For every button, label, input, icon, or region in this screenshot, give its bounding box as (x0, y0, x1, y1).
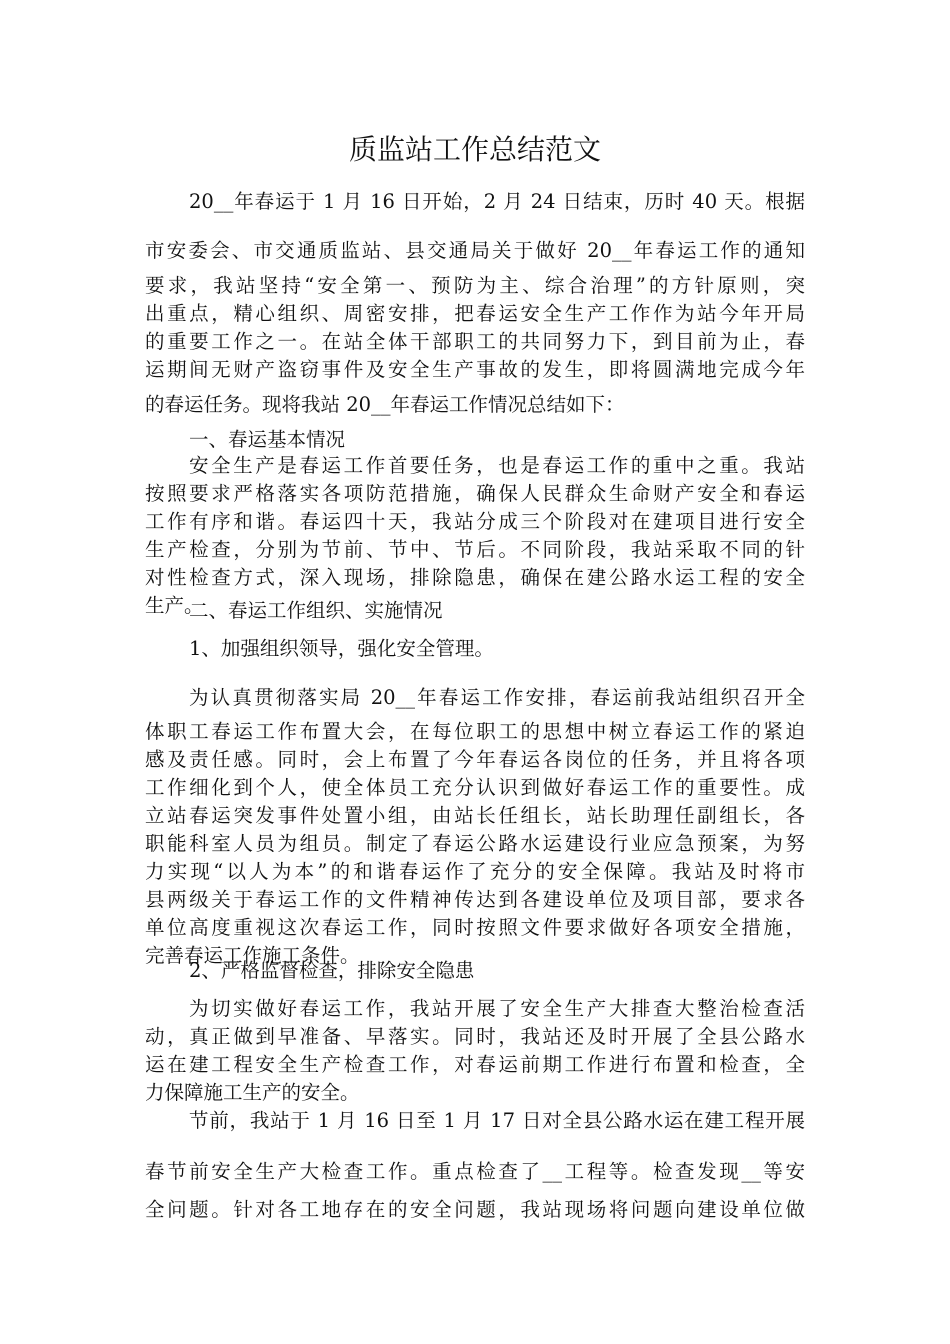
text-line: 20__年春运于 1 月 16 日开始，2 月 24 日结束，历时 40 天。根据 (189, 190, 805, 213)
text-line: 生产检查，分别为节前、节中、节后。不同阶段，我站采取不同的针 (145, 538, 805, 561)
text-line: 完善春运工作施工条件。 (145, 944, 360, 967)
text-line: 运期间无财产盗窃事件及安全生产事故的发生，即将圆满地完成今年 (145, 358, 805, 381)
paragraph-pre-festival-cont-b (145, 1195, 805, 1225)
subsection-heading-1 (145, 634, 805, 664)
text-line: 节前，我站于 1 月 16 日至 1 月 17 日对全县公路水运在建工程开展 (189, 1109, 805, 1132)
text-line: 安全生产是春运工作首要任务，也是春运工作的重中之重。我站 (189, 454, 805, 477)
text-line: 的重要工作之一。在站全体干部职工的共同努力下，到目前为止，春 (145, 330, 805, 353)
heading-text: 二、春运工作组织、实施情况 (189, 599, 443, 622)
paragraph-pre-festival (145, 1106, 805, 1136)
text-line: 生产。 (145, 594, 204, 617)
text-line: 力保障施工生产的安全。 (145, 1081, 360, 1104)
paragraph-basic-situation (145, 452, 805, 620)
subsection-heading-2 (145, 956, 805, 986)
text-line: 立站春运突发事件处置小组，由站长任组长，站长助理任副组长，各 (145, 804, 805, 827)
text-line: 对性检查方式，深入现场，排除隐患，确保在建公路水运工程的安全 (145, 566, 805, 589)
paragraph-intro-cont-c (145, 390, 805, 420)
paragraph-intro-cont-b (145, 272, 805, 384)
section-heading-2 (145, 596, 805, 626)
section-heading-1 (145, 426, 805, 454)
document-title: 质监站工作总结范文 (348, 133, 601, 166)
text-line: 单位高度重视这次春运工作，同时按照文件要求做好各项安全措施， (145, 916, 805, 939)
heading-text: 1、加强组织领导，强化安全管理。 (189, 637, 494, 660)
text-line: 出重点，精心组织、周密安排，把春运安全生产工作作为站今年开局 (145, 302, 805, 325)
heading-text: 一、春运基本情况 (189, 428, 346, 451)
text-line: 为认真贯彻落实局 20__年春运工作安排，春运前我站组织召开全 (189, 686, 805, 709)
text-line: 工作有序和谐。春运四十天，我站分成三个阶段对在建项目进行安全 (145, 510, 805, 533)
text-line: 动，真正做到早准备、早落实。同时，我站还及时开展了全县公路水 (145, 1025, 805, 1048)
text-line: 县两级关于春运工作的文件精神传达到各建设单位及项目部，要求各 (145, 888, 805, 911)
paragraph-organization (145, 683, 805, 713)
text-line: 力实现“以人为本”的和谐春运作了充分的安全保障。我站及时将市 (145, 860, 805, 883)
text-line: 市安委会、市交通质监站、县交通局关于做好 20__年春运工作的通知 (145, 239, 805, 262)
heading-text: 2、严格监督检查，排除安全隐患 (189, 959, 475, 982)
text-line: 全问题。针对各工地存在的安全问题，我站现场将问题向建设单位做 (145, 1198, 805, 1221)
text-line: 春节前安全生产大检查工作。重点检查了__工程等。检查发现__等安 (145, 1160, 805, 1183)
text-line: 职能科室人员为组员。制定了春运公路水运建设行业应急预案，为努 (145, 832, 805, 855)
text-line: 体职工春运工作布置大会，在每位职工的思想中树立春运工作的紧迫 (145, 720, 805, 743)
paragraph-pre-festival-cont-a (145, 1157, 805, 1187)
text-line: 运在建工程安全生产检查工作，对春运前期工作进行布置和检查，全 (145, 1053, 805, 1076)
text-line: 工作细化到个人，使全体员工充分认识到做好春运工作的重要性。成 (145, 776, 805, 799)
paragraph-intro-cont-a (145, 236, 805, 266)
text-line: 为切实做好春运工作，我站开展了安全生产大排查大整治检查活 (189, 997, 805, 1020)
paragraph-intro (145, 187, 805, 217)
paragraph-inspection (145, 995, 805, 1107)
text-line: 按照要求严格落实各项防范措施，确保人民群众生命财产安全和春运 (145, 482, 805, 505)
text-line: 感及责任感。同时，会上布置了今年春运各岗位的任务，并且将各项 (145, 748, 805, 771)
text-line: 的春运任务。现将我站 20__年春运工作情况总结如下： (145, 393, 625, 416)
text-line: 要求，我站坚持“安全第一、预防为主、综合治理”的方针原则，突 (145, 274, 805, 297)
paragraph-organization-cont (145, 718, 805, 970)
